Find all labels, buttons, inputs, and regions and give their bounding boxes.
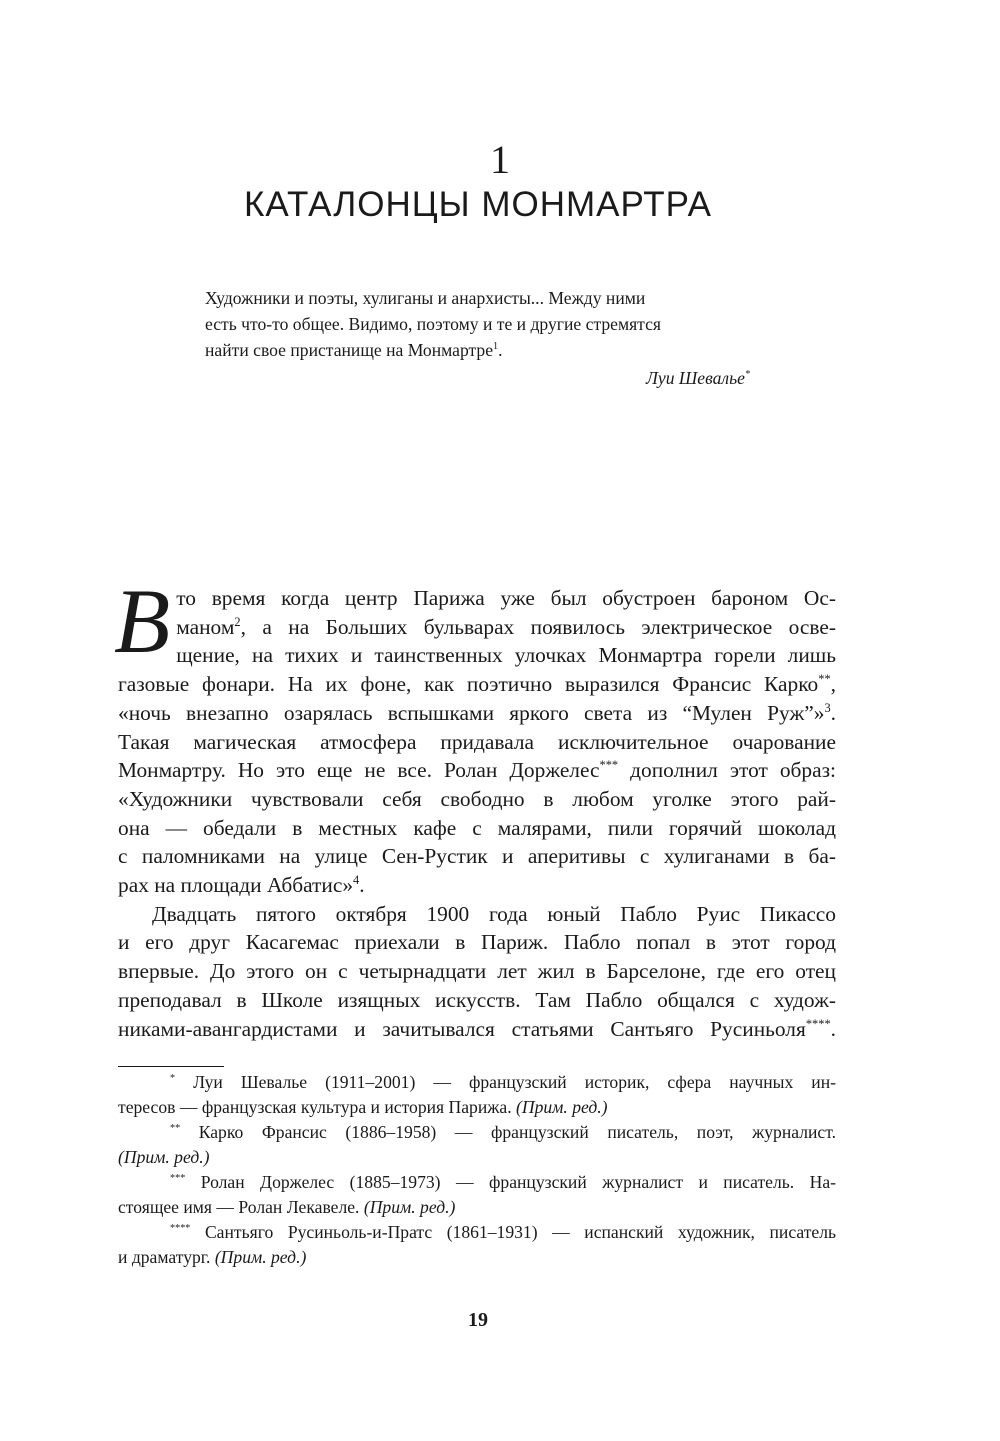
epigraph-line: есть что-то общее. Видимо, поэтому и те и другие стремятся <box>205 314 661 334</box>
footnote-marker: *** <box>599 758 619 773</box>
footnote-marker: ** <box>818 671 831 686</box>
main-text <box>114 570 836 1043</box>
footnote <box>118 1070 836 1120</box>
text-line: она — обедали в местных кафе с малярами, пили горячий шоколад <box>118 815 836 840</box>
text-line: Такая магическая атмосфера придавала исключительное очарование <box>118 729 836 754</box>
footnote-line: тересов — французская культура и история Парижа. (Прим. ред.) <box>118 1097 608 1117</box>
footnote-ref: 2 <box>234 614 241 629</box>
footnote-line: ** Карко Франсис (1886–1958) — французский писатель, поэт, журналист. <box>170 1122 836 1142</box>
paragraph-2 <box>118 900 836 1044</box>
chapter-number: 1 <box>490 137 510 182</box>
epigraph-line: найти свое пристанище на Монмартре$^1$. <box>205 340 503 360</box>
epigraph <box>205 285 750 391</box>
page-number: 19 <box>468 1309 488 1331</box>
text-line: маном$^2$, а на Больших бульварах появилось электрическое осве- <box>176 614 836 639</box>
text-line: рах на площади Аббатис»$^4$. <box>118 872 365 898</box>
text-line: Двадцать пятого октября 1900 года юный Пабло Руис Пикассо <box>152 901 836 926</box>
footnote-marker: **** <box>170 1223 191 1235</box>
text-line: никами-авангардистами и зачитывался статьями Сантьяго Русиньоля****. <box>118 1016 836 1041</box>
footnote-line: *** Ролан Доржелес (1885–1973) — французский журналист и писатель. На- <box>170 1172 836 1192</box>
footnotes <box>118 1070 836 1270</box>
footnote-marker: * <box>170 1073 176 1085</box>
footnote-line <box>118 1145 836 1170</box>
footnote-marker: **** <box>805 1016 831 1031</box>
text-line: Монмартру. Но это еще не все. Ролан Доржелес*** дополнил этот образ: <box>118 758 836 783</box>
paragraph-1 <box>114 570 836 900</box>
editor-note: (Прим. ред.) <box>363 1197 456 1217</box>
text-line: и его друг Касагемас приехали в Париж. Пабло попал в этот город <box>118 930 836 955</box>
footnote-divider <box>118 1066 224 1067</box>
text-line: газовые фонари. На их фоне, как поэтично выразился Франсис Карко**, <box>118 671 836 697</box>
editor-note: (Прим. ред.) <box>214 1247 307 1267</box>
footnote <box>118 1120 836 1170</box>
footnote-ref: 3 <box>824 700 831 715</box>
footnote-ref: 1 <box>493 341 499 353</box>
text-line: щение, на тихих и таинственных улочках Монмартра горели лишь <box>176 643 836 668</box>
editor-note: (Прим. ред.) <box>516 1097 608 1117</box>
text-line: «ночь внезапно озарялась вспышками яркого света из “Мулен Руж”»$^3$. <box>118 700 836 725</box>
footnote <box>118 1220 836 1270</box>
text-line: преподавал в Школе изящных искусств. Там Пабло общался с худож- <box>118 987 836 1012</box>
text-line: с паломниками на улице Сен-Рустик и аперитивы с хулиганами в ба- <box>118 844 836 869</box>
footnote-marker: * <box>744 369 750 381</box>
text-line: впервые. До этого он с четырнадцати лет жил в Барселоне, где его отец <box>118 959 836 984</box>
chapter-title: КАТАЛОНЦЫ МОНМАРТРА <box>243 185 713 224</box>
text-line: «Художники чувствовали себя свободно в любом уголке этого рай- <box>118 786 836 811</box>
editor-note: (Прим. ред.) <box>118 1147 210 1167</box>
epigraph-author: Луи Шевалье* <box>646 368 750 388</box>
drop-cap: В <box>114 570 171 672</box>
epigraph-line: Художники и поэты, хулиганы и анархисты... Между ними <box>205 288 646 308</box>
footnote <box>118 1170 836 1220</box>
text-line: то время когда центр Парижа уже был обустроен бароном Ос- <box>176 586 836 610</box>
footnote-line: и драматург. (Прим. ред.) <box>118 1247 307 1267</box>
footnote-line: **** Сантьяго Русиньоль-и-Пратс (1861–1931) — испанский художник, писатель <box>170 1222 836 1242</box>
footnote-marker: *** <box>170 1173 186 1185</box>
footnote-ref: 4 <box>353 872 360 887</box>
footnote-line: * Луи Шевалье (1911–2001) — французский историк, сфера научных ин- <box>170 1072 836 1092</box>
footnote-line: стоящее имя — Ролан Лекавеле. (Прим. ред.) <box>118 1197 456 1217</box>
footnote-marker: ** <box>170 1123 181 1135</box>
